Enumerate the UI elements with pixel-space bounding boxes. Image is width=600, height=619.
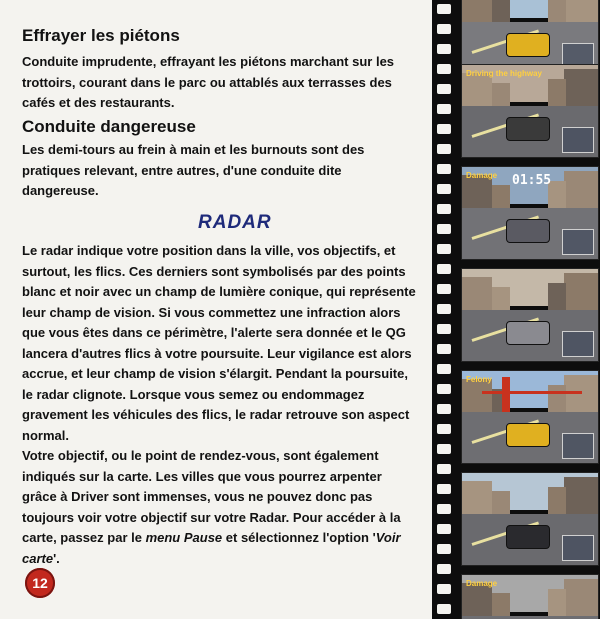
hud-timer: 01:55 xyxy=(512,173,552,188)
frame-building xyxy=(548,589,566,619)
radar-paragraph-1: Le radar indique votre position dans la ville, vos objectifs, et surtout, les flics. Ces derniers sont symbolisés par des points blanc et noir avec un champ de lumière conique, qui représente leur champ de vision. Si vous commettez une infraction alors que vous êtes dans ce périmètre, l'alerte sera donnée et le QG lancera d'autres flics à votre poursuite. Leur vigilance est alors accrue, et leur champ de vision s'élargit. Pendant la poursuite, le radar clignote. Lorsque vous semez ou endommagez gravement les véhicules des flics, le radar retrouve son aspect normal. xyxy=(22,243,416,443)
frame-building xyxy=(462,583,492,619)
player-car xyxy=(506,219,550,243)
film-perforation xyxy=(437,444,451,454)
film-perforation xyxy=(437,524,451,534)
player-car xyxy=(506,33,550,57)
film-perforation xyxy=(437,144,451,154)
game-screenshot-frame xyxy=(461,166,599,260)
film-perforation xyxy=(437,364,451,374)
player-car xyxy=(506,117,550,141)
film-perforation xyxy=(437,84,451,94)
film-perforation xyxy=(437,424,451,434)
film-perforation xyxy=(437,204,451,214)
player-car xyxy=(506,423,550,447)
game-screenshot-frame xyxy=(461,370,599,464)
radar-minimap xyxy=(562,229,594,255)
para2-option-voir-carte: Voir carte xyxy=(22,530,401,566)
film-perforation xyxy=(437,164,451,174)
hud-label: Damage xyxy=(466,171,498,180)
film-perforation xyxy=(437,104,451,114)
game-screenshot-frame xyxy=(461,472,599,566)
hud-label: Felony xyxy=(466,375,492,384)
hud-label: Damage xyxy=(466,579,498,588)
player-car xyxy=(506,321,550,345)
film-perforation xyxy=(437,224,451,234)
para2-text-end: '. xyxy=(53,550,60,566)
film-perforation xyxy=(437,124,451,134)
film-perforation xyxy=(437,384,451,394)
film-perforation xyxy=(437,324,451,334)
frame-building xyxy=(492,593,510,619)
film-perforation xyxy=(437,304,451,314)
film-perforation xyxy=(437,4,451,14)
hud-label: Driving the highway xyxy=(466,69,543,78)
radar-minimap xyxy=(562,535,594,561)
film-perforation xyxy=(437,24,451,34)
film-perforation xyxy=(437,64,451,74)
film-perforation xyxy=(437,244,451,254)
radar-paragraph-2 xyxy=(22,446,420,569)
section-pedestrians xyxy=(22,26,420,114)
radar-heading: RADAR xyxy=(198,212,272,233)
film-perforation xyxy=(437,604,451,614)
film-perforation xyxy=(437,44,451,54)
section-body-pedestrians: Conduite imprudente, effrayant les piétons marchant sur les trottoirs, courant dans le parc ou attablés aux terrasses des cafés et des restaurants. xyxy=(22,54,395,110)
film-perforation xyxy=(437,344,451,354)
frame-building xyxy=(564,579,598,619)
film-perforations xyxy=(437,0,453,619)
bridge-tower xyxy=(502,377,510,417)
film-perforation xyxy=(437,464,451,474)
bridge-cable xyxy=(482,391,582,394)
film-perforation xyxy=(437,544,451,554)
player-car xyxy=(506,525,550,549)
film-perforation xyxy=(437,484,451,494)
radar-minimap xyxy=(562,331,594,357)
section-dangerous-driving xyxy=(22,117,420,202)
film-perforation xyxy=(437,504,451,514)
film-perforation xyxy=(437,284,451,294)
para2-text-mid: et sélectionnez l'option ' xyxy=(222,530,376,545)
film-perforation xyxy=(437,584,451,594)
film-perforation xyxy=(437,184,451,194)
film-perforation xyxy=(437,564,451,574)
radar-minimap xyxy=(562,433,594,459)
film-strip xyxy=(432,0,600,619)
radar-minimap xyxy=(562,127,594,153)
game-screenshot-frame xyxy=(461,574,599,619)
game-screenshot-frame xyxy=(461,64,599,158)
film-perforation xyxy=(437,264,451,274)
para2-menu-pause: menu Pause xyxy=(145,530,223,545)
para2-text-start: Votre objectif, ou le point de rendez-vous, sont également indiqués sur la carte. Les villes que vous pourrez arpenter grâce à Driver sont immenses, vous ne pouvez donc pas toujours voir votre objectif sur votre Radar. Pour accéder à la carte, passez par le xyxy=(22,448,401,545)
page-number-badge: 12 xyxy=(25,568,55,598)
game-screenshot-frame xyxy=(461,0,599,74)
film-perforation xyxy=(437,404,451,414)
section-title-pedestrians: Effrayer les piétons xyxy=(22,26,180,45)
game-screenshot-frame xyxy=(461,268,599,362)
section-body-dangerous: Les demi-tours au frein à main et les burnouts sont des pratiques relevant, entre autres, d'une conduite dite dangereuse. xyxy=(22,142,365,198)
section-title-dangerous: Conduite dangereuse xyxy=(22,117,196,136)
